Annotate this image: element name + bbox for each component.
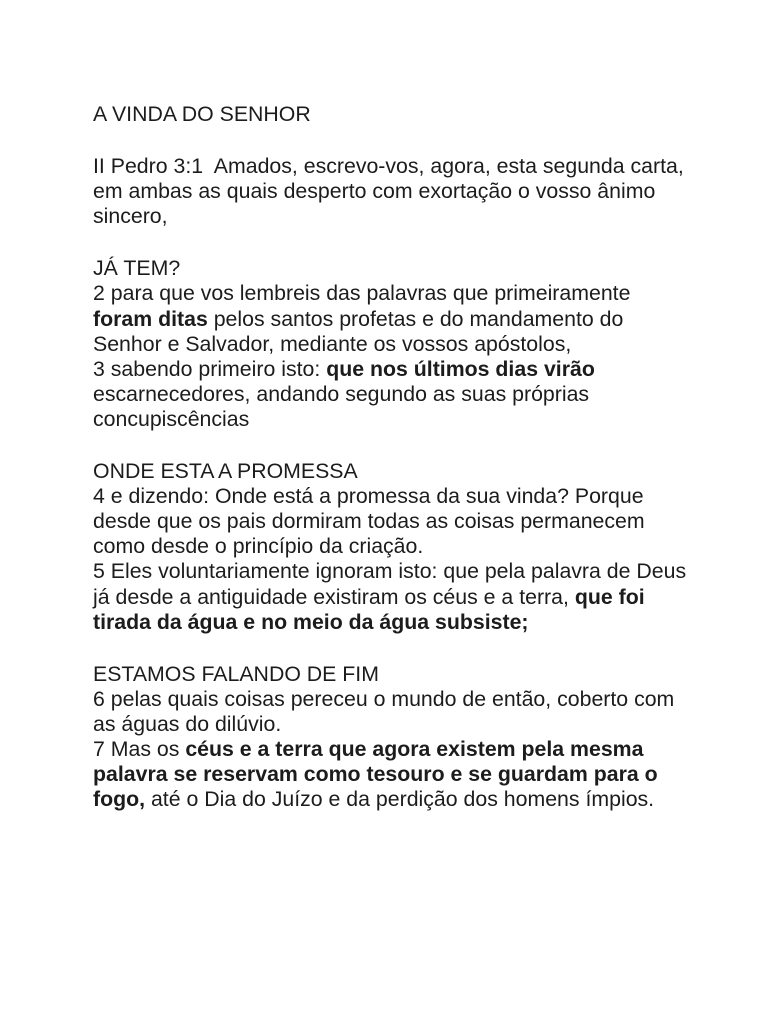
section-heading: ESTAMOS FALANDO DE FIM [93, 661, 379, 686]
verse-5-emphasis: que foi tirada da água e no meio da água subsiste; [93, 584, 645, 634]
verse-7-text: 7 Mas os [93, 736, 186, 761]
verse-6: 6 pelas quais coisas pereceu o mundo de então, coberto com as águas do dilúvio. [93, 686, 675, 736]
section-estamos-falando-de-fim [93, 662, 693, 813]
verse-4: 4 e dizendo: Onde está a promessa da sua vinda? Porque desde que os pais dormiram todas as coisas permanecem como desde o princípio da criação. [93, 484, 645, 559]
verse-7-text-end: até o Dia do Juízo e da perdição dos homens ímpios. [145, 787, 655, 812]
document-page [93, 102, 693, 839]
verse-7-emphasis: céus e a terra que agora existem pela mesma palavra se reservam como tesouro e se guardam para o fogo, [93, 736, 658, 812]
verse-5-text: 5 Eles voluntariamente ignoram isto: que pela palavra de Deus já desde a antiguidade existiram os céus e a terra, [93, 559, 687, 609]
verse-2-text-end: pelos santos profetas e do mandamento do Senhor e Salvador, mediante os vossos apóstolos, [93, 306, 624, 356]
document-title: A VINDA DO SENHOR [93, 102, 311, 126]
verse-3 [93, 357, 693, 432]
verse-2 [93, 281, 693, 356]
verse-2-emphasis: foram ditas [93, 306, 208, 331]
intro-text: Amados, escrevo-vos, agora, esta segunda carta, em ambas as quais desperto com exortação o vosso ânimo sincero, [93, 154, 684, 229]
section-heading: ONDE ESTA A PROMESSA [93, 459, 358, 484]
section-ja-tem [93, 256, 693, 432]
verse-5 [93, 559, 693, 634]
section-heading: JÁ TEM? [93, 256, 181, 281]
verse-3-text-end: escarnecedores, andando segundo as suas próprias concupiscências [93, 381, 590, 431]
section-onde-esta-a-promessa [93, 459, 693, 635]
verse-7 [93, 737, 693, 812]
verse-3-emphasis: que nos últimos dias virão [326, 356, 595, 381]
intro-paragraph [93, 154, 693, 229]
verse-reference: II Pedro 3:1 [93, 154, 204, 179]
verse-3-text: 3 sabendo primeiro isto: [93, 356, 327, 381]
verse-2-text: 2 para que vos lembreis das palavras que primeiramente [93, 281, 631, 306]
